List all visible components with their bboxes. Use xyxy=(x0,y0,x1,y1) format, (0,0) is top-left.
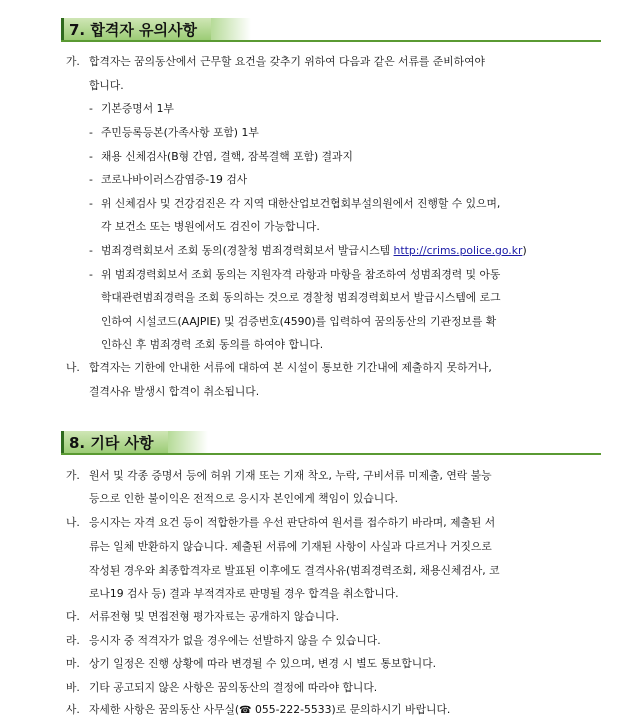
item-8-na-text-4: 로나19 검사 등) 결과 부적격자로 판명될 경우 합격을 취소합니다. xyxy=(89,587,399,600)
dash-5: - xyxy=(89,197,93,210)
item-8-na-text-3: 작성된 경우와 최종합격자로 발표된 이후에도 결격사유(범죄경력조회, 채용신체검사, 코 xyxy=(89,564,500,577)
required-doc-4: 코로나바이러스감염증-19 검사 xyxy=(101,173,248,186)
item-8-ga-text: 원서 및 각종 증명서 등에 허위 기재 또는 기재 착오, 누락, 구비서류 미제출, 연락 불능 xyxy=(89,469,492,482)
dash-6: - xyxy=(89,244,93,257)
criminal-record-consent xyxy=(101,244,527,258)
item-8-na-text-2: 류는 일체 반환하지 않습니다. 제출된 서류에 기재된 사항이 사실과 다르거나 거짓으로 xyxy=(89,540,492,553)
item-8-ma-marker: 마. xyxy=(66,657,80,670)
section-8-underline xyxy=(61,453,601,455)
section-8-header xyxy=(61,431,208,453)
item-8-ba-marker: 바. xyxy=(66,681,80,694)
item-7-na-marker: 나. xyxy=(66,361,80,374)
contact-phone-number: 055-222-5533)로 문의하시기 바랍니다. xyxy=(251,703,451,716)
health-check-note-cont: 각 보건소 또는 병원에서도 검진이 가능합니다. xyxy=(101,220,320,233)
dash-7: - xyxy=(89,268,93,281)
dash-3: - xyxy=(89,150,93,163)
phone-icon: ☎ xyxy=(239,705,252,716)
item-8-na-marker: 나. xyxy=(66,516,80,529)
section-7-underline xyxy=(61,40,601,42)
required-doc-3: 채용 신체검사(B형 간염, 결핵, 잠복결핵 포함) 결과지 xyxy=(101,150,353,163)
item-8-na-text-1: 응시자는 자격 요건 등이 적합한가를 우선 판단하여 원서를 접수하기 바라며, 제출된 서 xyxy=(89,516,496,529)
dash-1: - xyxy=(89,102,93,115)
dash-2: - xyxy=(89,126,93,139)
criminal-record-consent-close: ) xyxy=(522,244,527,257)
contact-info-text: 자세한 사항은 꿈의동산 사무실( xyxy=(89,703,240,716)
health-check-note: 위 신체검사 및 건강검진은 각 지역 대한산업보건협회부설의원에서 진행할 수 있으며, xyxy=(101,197,501,210)
item-7-na-text-cont: 결격사유 발생시 합격이 취소됩니다. xyxy=(89,385,260,398)
section-7-header-fade xyxy=(211,18,251,40)
section-7-title: 7. 합격자 유의사항 xyxy=(61,18,211,40)
item-8-sa-marker: 사. xyxy=(66,703,80,716)
consent-note-1: 위 범죄경력회보서 조회 동의는 지원자격 라항과 마항을 참조하여 성범죄경력 및 아동 xyxy=(101,268,501,281)
item-7-ga-text-cont: 합니다. xyxy=(89,79,124,92)
item-8-ra-text: 응시자 중 적격자가 없을 경우에는 선발하지 않을 수 있습니다. xyxy=(89,634,381,647)
item-8-ba-text: 기타 공고되지 않은 사항은 꿈의동산의 결정에 따라야 합니다. xyxy=(89,681,378,694)
consent-note-4: 인하신 후 범죄경력 조회 동의를 하여야 합니다. xyxy=(101,338,324,351)
required-doc-2: 주민등록등본(가족사항 포함) 1부 xyxy=(101,126,259,139)
consent-note-2: 학대관련범죄경력을 조회 동의하는 것으로 경찰청 범죄경력회보서 발급시스템에 로그 xyxy=(101,291,501,304)
item-8-da-text: 서류전형 및 면접전형 평가자료는 공개하지 않습니다. xyxy=(89,610,340,623)
item-7-ga-text: 합격자는 꿈의동산에서 근무할 요건을 갖추기 위하여 다음과 같은 서류를 준비하여야 xyxy=(89,55,485,68)
item-7-na-text: 합격자는 기한에 안내한 서류에 대하여 본 시설이 통보한 기간내에 제출하지 못하거나, xyxy=(89,361,492,374)
consent-note-3: 인하여 시설코드(AAJPIE) 및 검증번호(4590)를 입력하여 꿈의동산의 기관정보를 확 xyxy=(101,315,497,328)
required-doc-1: 기본증명서 1부 xyxy=(101,102,174,115)
dash-4: - xyxy=(89,173,93,186)
item-7-ga-marker: 가. xyxy=(66,55,80,68)
contact-info xyxy=(89,703,450,718)
crims-link[interactable]: http://crims.police.go.kr xyxy=(393,244,523,257)
section-8-header-fade xyxy=(168,431,208,453)
criminal-record-consent-text: 범죄경력회보서 조회 동의(경찰청 범죄경력회보서 발급시스템 xyxy=(101,244,394,257)
item-8-ra-marker: 라. xyxy=(66,634,80,647)
section-8-title: 8. 기타 사항 xyxy=(61,431,168,453)
item-8-da-marker: 다. xyxy=(66,610,80,623)
section-7-header xyxy=(61,18,251,40)
item-8-ga-text-cont: 등으로 인한 불이익은 전적으로 응시자 본인에게 책임이 있습니다. xyxy=(89,492,399,505)
item-8-ga-marker: 가. xyxy=(66,469,80,482)
item-8-ma-text: 상기 일정은 진행 상황에 따라 변경될 수 있으며, 변경 시 별도 통보합니다. xyxy=(89,657,437,670)
